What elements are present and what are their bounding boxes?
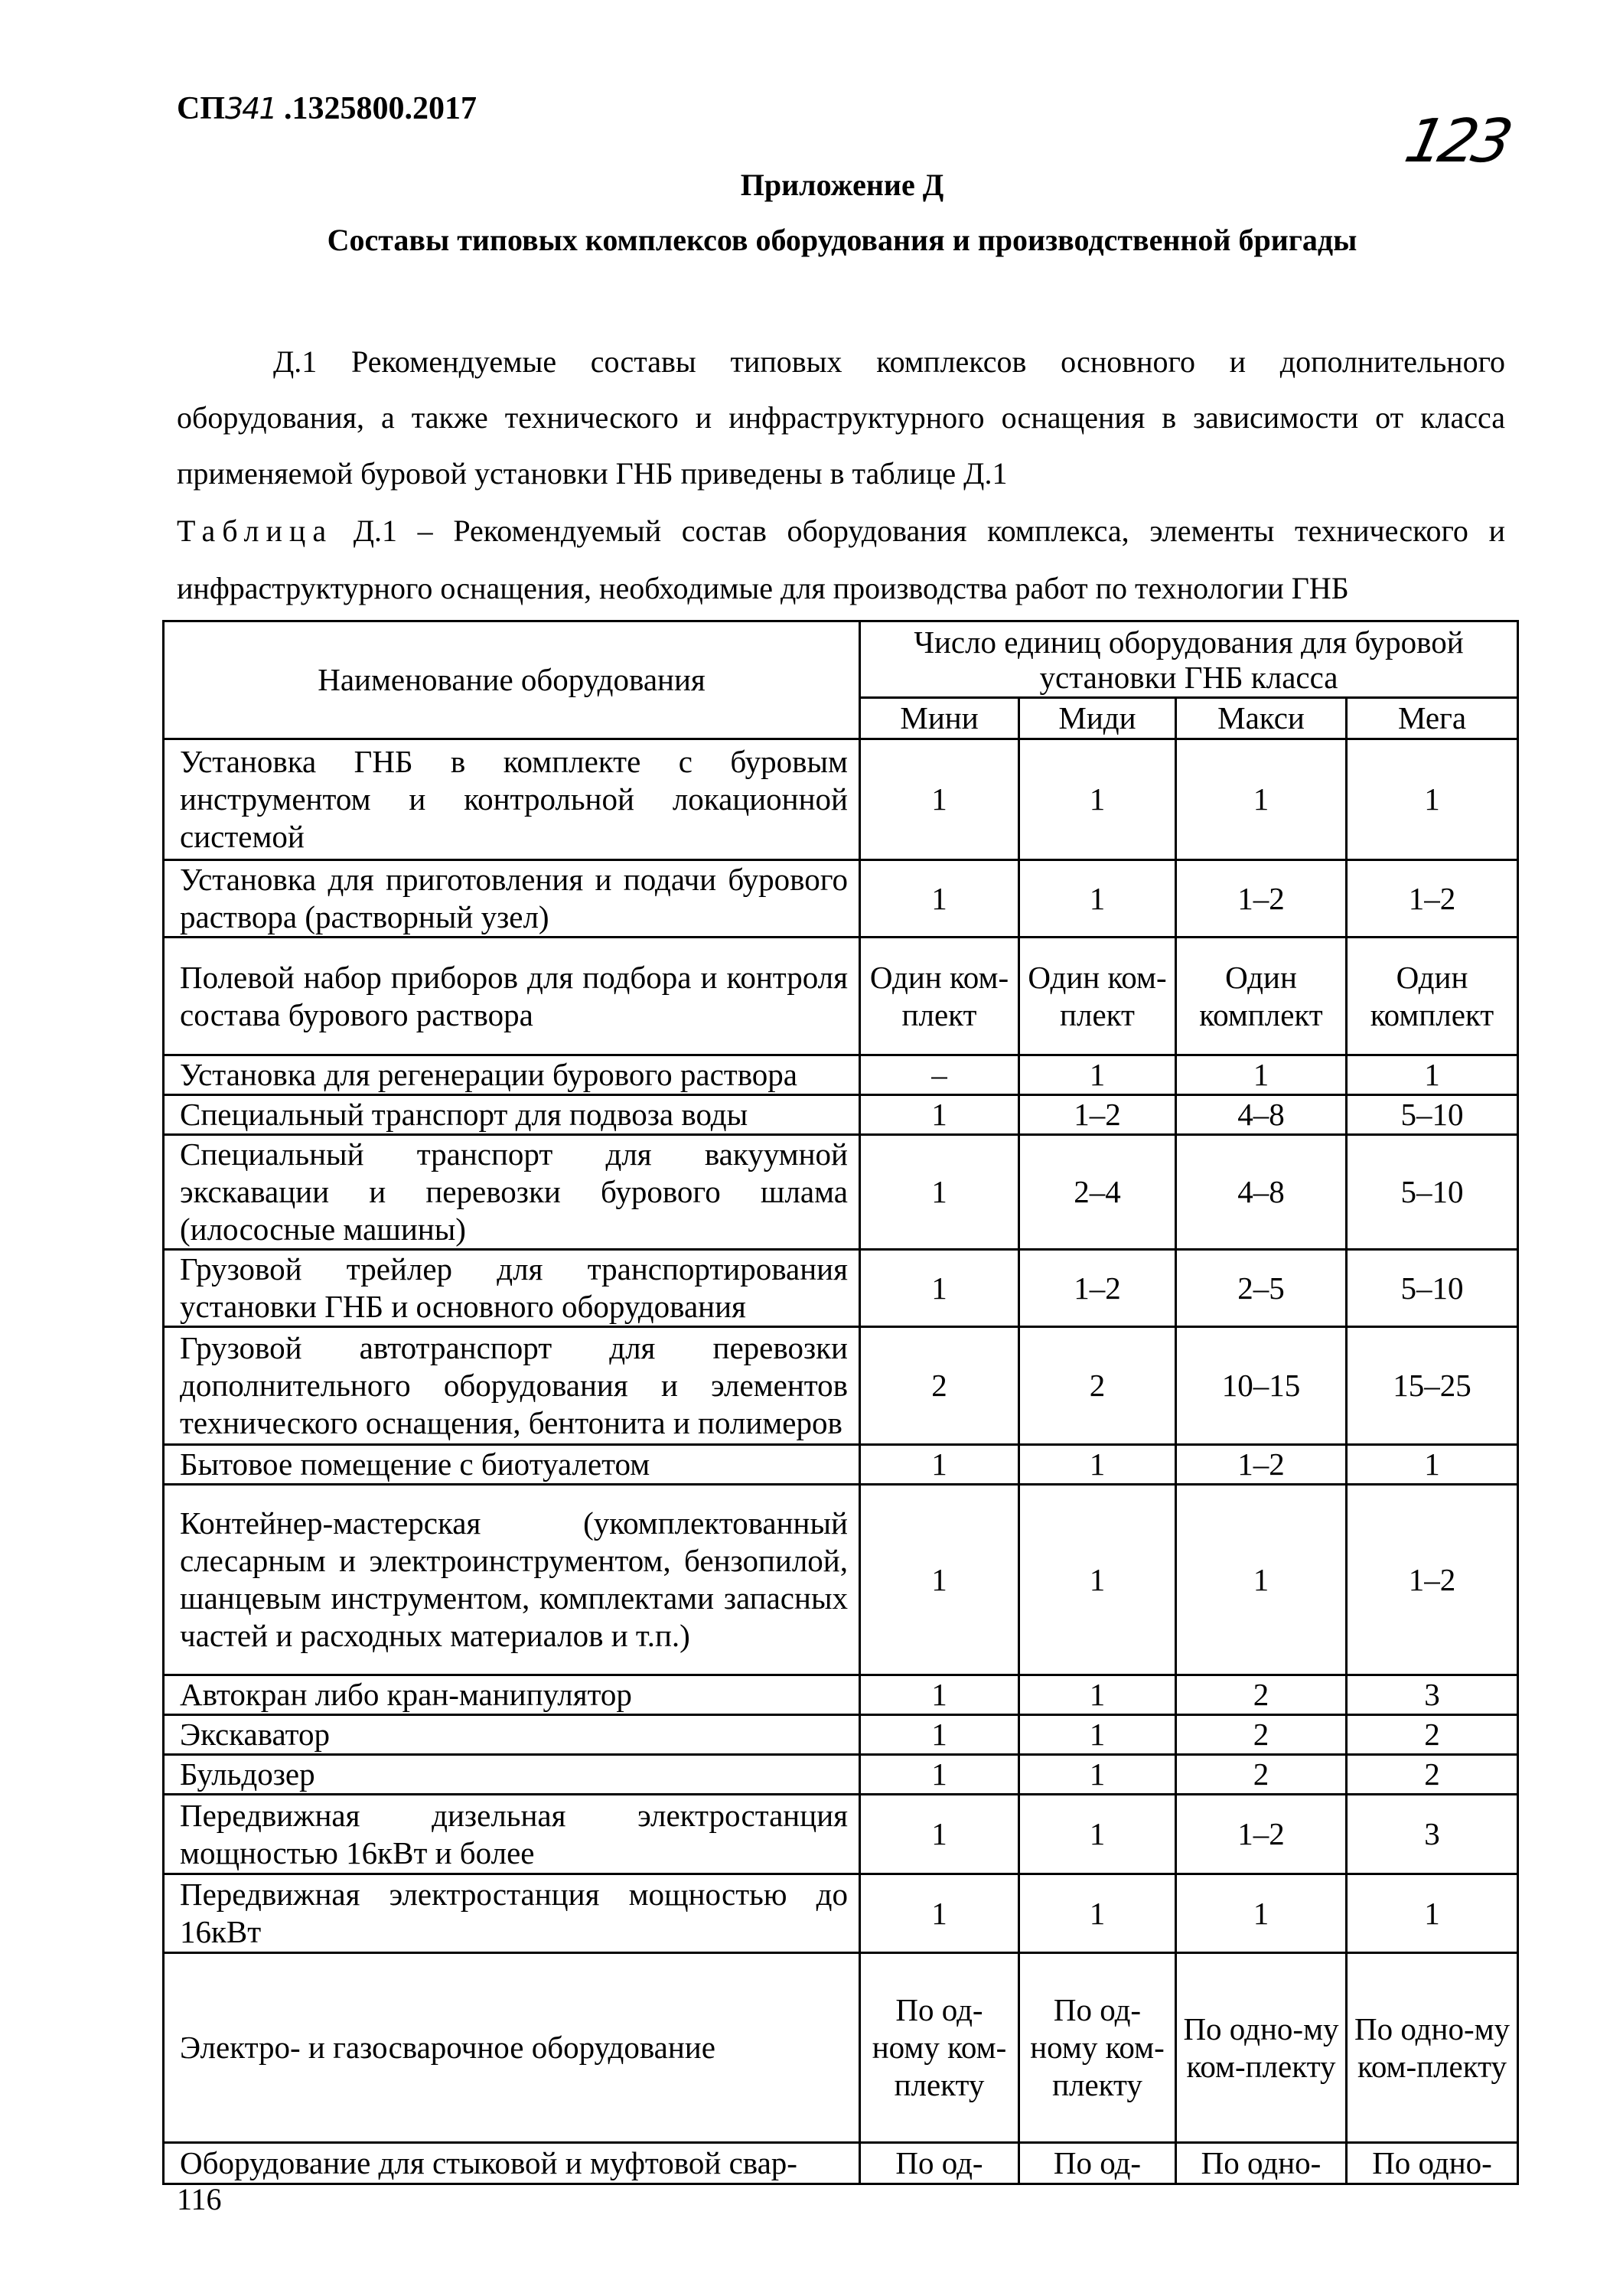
equipment-count: 1 xyxy=(1019,739,1176,860)
equipment-name: Полевой набор приборов для подбора и контроля состава бурового раствора xyxy=(164,938,860,1055)
equipment-name: Бульдозер xyxy=(164,1755,860,1795)
handwritten-code-number: 341 xyxy=(225,92,276,126)
table-row xyxy=(164,1675,1518,1715)
equipment-name: Контейнер-мастерская (укомплектованный слесарным и электроинструментом, бензопилой, шанцевым инструментом, комплектами запасных частей и расходных материалов и т.п.) xyxy=(164,1485,860,1675)
equipment-name: Грузовой автотранспорт для перевозки дополнительного оборудования и элементов технического оснащения, бентонита и полимеров xyxy=(164,1327,860,1445)
equipment-count: По одно- xyxy=(1347,2143,1518,2184)
table-row xyxy=(164,1445,1518,1485)
equipment-count: 1 xyxy=(1019,1715,1176,1755)
table-row xyxy=(164,2143,1518,2184)
equipment-count: 1 xyxy=(860,1445,1019,1485)
table-row xyxy=(164,1953,1518,2143)
equipment-name: Грузовой трейлер для транспортирования установки ГНБ и основного оборудования xyxy=(164,1250,860,1327)
equipment-count: 1–2 xyxy=(1176,1445,1347,1485)
equipment-count: 5–10 xyxy=(1347,1250,1518,1327)
equipment-count: 1 xyxy=(1019,1445,1176,1485)
equipment-count: 2 xyxy=(1176,1755,1347,1795)
table-row xyxy=(164,1327,1518,1445)
code-suffix: .1325800.2017 xyxy=(284,91,477,126)
code-prefix: СП xyxy=(177,91,225,126)
caption-label: Таблица xyxy=(177,514,334,548)
equipment-count: 3 xyxy=(1347,1675,1518,1715)
equipment-count: 1 xyxy=(1347,1874,1518,1953)
handwritten-page-number: 123 xyxy=(1399,107,1514,176)
appendix-title: Составы типовых комплексов оборудования и производственной бригады xyxy=(327,223,1357,257)
equipment-count: 1 xyxy=(860,1874,1019,1953)
equipment-count: 1–2 xyxy=(1347,860,1518,938)
table-row xyxy=(164,1135,1518,1250)
caption-text: Д.1 – Рекомендуемый состав оборудования комплекса, элементы технического и инфраструктурного оснащения, необходимые для производства работ по технологии ГНБ xyxy=(177,514,1505,605)
equipment-count: 1 xyxy=(860,1250,1019,1327)
table-row xyxy=(164,1055,1518,1095)
equipment-count: По одно-му ком-плекту xyxy=(1347,1953,1518,2143)
equipment-count: Один ком-плект xyxy=(1019,938,1176,1055)
column-header-class: Макси xyxy=(1176,698,1347,739)
equipment-count: По од-ному ком-плекту xyxy=(860,1953,1019,2143)
equipment-count: 1 xyxy=(1176,1055,1347,1095)
equipment-count: 1 xyxy=(1019,1874,1176,1953)
equipment-count: 1–2 xyxy=(1019,1095,1176,1135)
equipment-name: Автокран либо кран-манипулятор xyxy=(164,1675,860,1715)
table-row xyxy=(164,739,1518,860)
equipment-count: – xyxy=(860,1055,1019,1095)
equipment-name: Электро- и газосварочное оборудование xyxy=(164,1953,860,2143)
equipment-count: 1 xyxy=(1176,1874,1347,1953)
equipment-count: 2 xyxy=(860,1327,1019,1445)
equipment-count: 2 xyxy=(1347,1715,1518,1755)
paragraph-d1: Д.1 Рекомендуемые составы типовых комплексов основного и дополнительного оборудования, а также технического и инфраструктурного оснащения в зависимости от класса применяемой буровой установки ГНБ приведены в таблице Д.1 xyxy=(177,344,1505,491)
equipment-count: 1 xyxy=(860,1755,1019,1795)
equipment-name: Экскаватор xyxy=(164,1715,860,1755)
table-row xyxy=(164,1715,1518,1755)
equipment-count: 1 xyxy=(860,1095,1019,1135)
equipment-count: 2–4 xyxy=(1019,1135,1176,1250)
equipment-count: 1–2 xyxy=(1347,1485,1518,1675)
appendix-heading: Приложение Д xyxy=(740,168,944,202)
equipment-count: 1 xyxy=(1176,1485,1347,1675)
equipment-count: 1 xyxy=(1019,1485,1176,1675)
table-row xyxy=(164,1095,1518,1135)
table-caption xyxy=(177,502,1505,617)
equipment-name: Установка для регенерации бурового раствора xyxy=(164,1055,860,1095)
equipment-count: 1 xyxy=(1347,1445,1518,1485)
equipment-count: 4–8 xyxy=(1176,1095,1347,1135)
equipment-count: 1 xyxy=(860,1715,1019,1755)
table-row xyxy=(164,1755,1518,1795)
table-row xyxy=(164,1250,1518,1327)
equipment-count: 1 xyxy=(860,1675,1019,1715)
equipment-count: 1 xyxy=(1019,1055,1176,1095)
equipment-count: 1 xyxy=(1019,860,1176,938)
equipment-name: Передвижная дизельная электростанция мощностью 16кВт и более xyxy=(164,1795,860,1874)
equipment-count: 1 xyxy=(1019,1675,1176,1715)
equipment-count: 1 xyxy=(860,1135,1019,1250)
table-row xyxy=(164,1795,1518,1874)
equipment-name: Передвижная электростанция мощностью до 16кВт xyxy=(164,1874,860,1953)
table-row xyxy=(164,1485,1518,1675)
equipment-count: 4–8 xyxy=(1176,1135,1347,1250)
equipment-count: 1 xyxy=(1176,739,1347,860)
equipment-count: 2 xyxy=(1347,1755,1518,1795)
equipment-count: 2 xyxy=(1176,1715,1347,1755)
equipment-count: 2–5 xyxy=(1176,1250,1347,1327)
equipment-count: По одно-му ком-плекту xyxy=(1176,1953,1347,2143)
equipment-count: 1 xyxy=(1347,739,1518,860)
column-header-class: Миди xyxy=(1019,698,1176,739)
equipment-count: 1 xyxy=(860,1795,1019,1874)
equipment-count: 1 xyxy=(860,860,1019,938)
equipment-count: 2 xyxy=(1019,1327,1176,1445)
equipment-count: Один ком-плект xyxy=(860,938,1019,1055)
equipment-name: Установка для приготовления и подачи бурового раствора (растворный узел) xyxy=(164,860,860,938)
equipment-count: 1 xyxy=(1019,1755,1176,1795)
page-number: 116 xyxy=(177,2182,222,2216)
equipment-name: Специальный транспорт для вакуумной экскавации и перевозки бурового шлама (илососные машины) xyxy=(164,1135,860,1250)
equipment-table xyxy=(162,620,1519,2185)
equipment-name: Оборудование для стыковой и муфтовой свар- xyxy=(164,2143,860,2184)
equipment-name: Установка ГНБ в комплекте с буровым инструментом и контрольной локационной системой xyxy=(164,739,860,860)
table-row xyxy=(164,860,1518,938)
equipment-count: По од-ному ком-плекту xyxy=(1019,1953,1176,2143)
equipment-count: 5–10 xyxy=(1347,1095,1518,1135)
equipment-count: По од- xyxy=(860,2143,1019,2184)
equipment-count: Один комплект xyxy=(1176,938,1347,1055)
column-group-header: Число единиц оборудования для буровой установки ГНБ класса xyxy=(860,621,1518,698)
equipment-count: По одно- xyxy=(1176,2143,1347,2184)
equipment-count: 1 xyxy=(1019,1795,1176,1874)
equipment-name: Специальный транспорт для подвоза воды xyxy=(164,1095,860,1135)
equipment-count: 1 xyxy=(860,1485,1019,1675)
equipment-count: 5–10 xyxy=(1347,1135,1518,1250)
table-row xyxy=(164,938,1518,1055)
equipment-count: 1–2 xyxy=(1019,1250,1176,1327)
column-header-name: Наименование оборудования xyxy=(164,621,860,739)
equipment-count: Один комплект xyxy=(1347,938,1518,1055)
equipment-count: 2 xyxy=(1176,1675,1347,1715)
equipment-name: Бытовое помещение с биотуалетом xyxy=(164,1445,860,1485)
equipment-count: 10–15 xyxy=(1176,1327,1347,1445)
equipment-count: 1–2 xyxy=(1176,860,1347,938)
equipment-count: 15–25 xyxy=(1347,1327,1518,1445)
equipment-count: По од- xyxy=(1019,2143,1176,2184)
equipment-count: 3 xyxy=(1347,1795,1518,1874)
equipment-count: 1 xyxy=(1347,1055,1518,1095)
column-header-class: Мега xyxy=(1347,698,1518,739)
column-header-class: Мини xyxy=(860,698,1019,739)
equipment-count: 1 xyxy=(860,739,1019,860)
equipment-count: 1–2 xyxy=(1176,1795,1347,1874)
table-row xyxy=(164,1874,1518,1953)
document-code xyxy=(177,90,477,127)
